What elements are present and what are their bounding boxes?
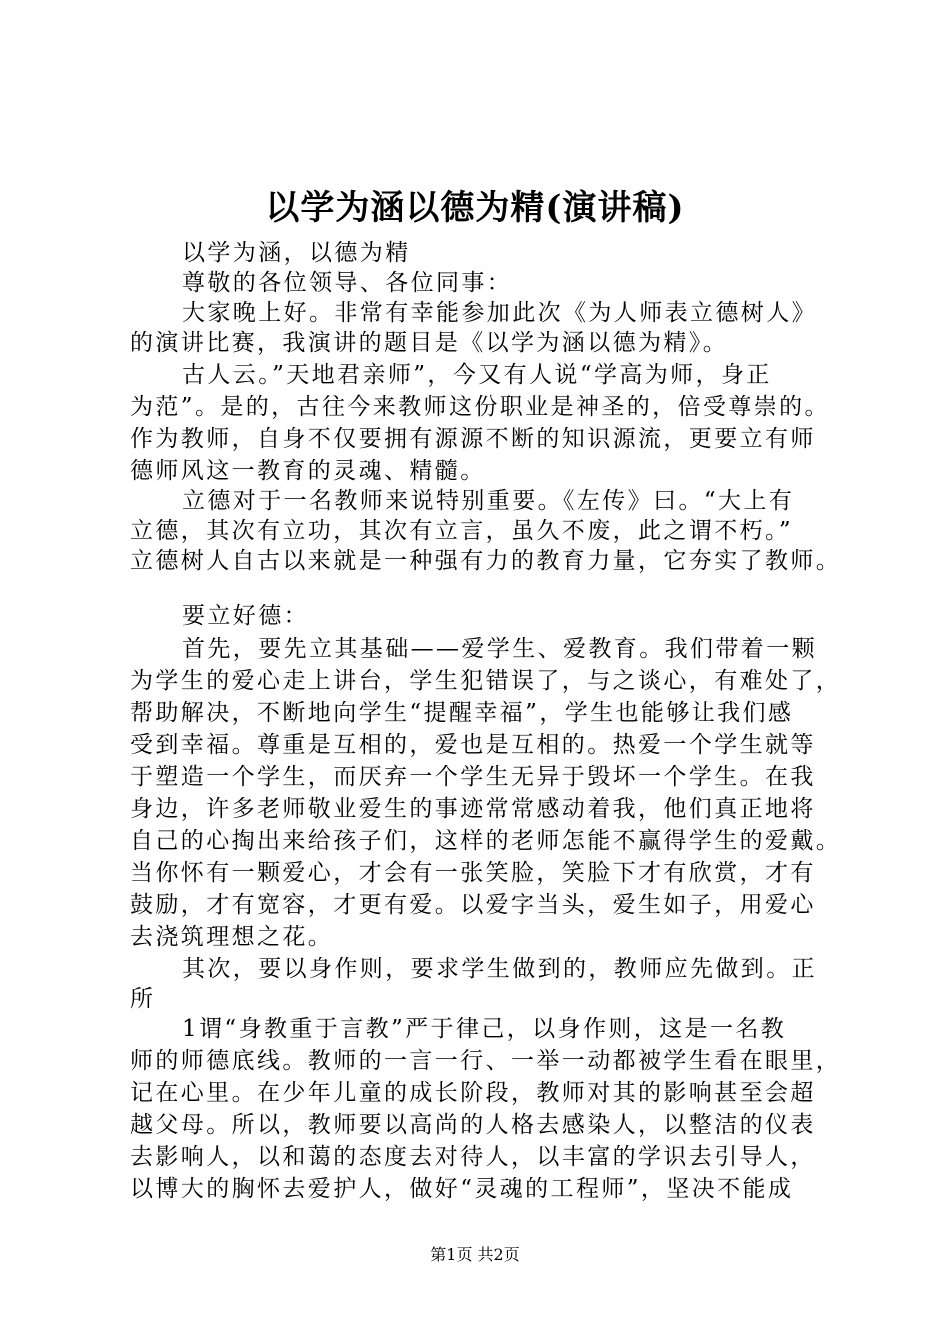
text-line: 帮助解决，不断地向学生“提醒幸福”，学生也能够让我们感	[130, 700, 794, 726]
text-line: 立德，其次有立功，其次有立言，虽久不废，此之谓不朽。”	[130, 518, 794, 544]
document-title: 以学为涵以德为精(演讲稿)	[265, 188, 685, 228]
text-line: 以博大的胸怀去爱护人，做好“灵魂的工程师”，坚决不能成	[130, 1176, 794, 1202]
text-line: 去影响人，以和蔼的态度去对待人，以丰富的学识去引导人，	[130, 1144, 816, 1170]
text-line: 作为教师，自身不仅要拥有源源不断的知识源流，更要立有师	[130, 426, 816, 452]
text-line: 鼓励，才有宽容，才更有爱。以爱字当头，爱生如子，用爱心	[130, 892, 816, 918]
text-line: 其次，要以身作则，要求学生做到的，教师应先做到。正	[182, 956, 817, 982]
text-line: 以学为涵，以德为精	[182, 240, 411, 266]
text-line: 立德对于一名教师来说特别重要。《左传》曰。“大上有	[182, 488, 795, 514]
text-line: 首先，要先立其基础——爱学生、爱教育。我们带着一颗	[182, 636, 817, 662]
text-line: 受到幸福。尊重是互相的，爱也是互相的。热爱一个学生就等	[130, 732, 816, 758]
text-line: 当你怀有一颗爱心，才会有一张笑脸，笑脸下才有欣赏，才有	[130, 860, 816, 886]
text-line: 身边，许多老师敬业爱生的事迹常常感动着我，他们真正地将	[130, 796, 816, 822]
text-line: 师的师德底线。教师的一言一行、一举一动都被学生看在眼里，	[130, 1048, 842, 1074]
text-line: 立德树人自古以来就是一种强有力的教育力量，它夯实了教师。	[130, 548, 842, 574]
text-line: 1谓“身教重于言教”严于律己，以身作则，这是一名教	[182, 1016, 787, 1042]
text-line: 大家晚上好。非常有幸能参加此次《为人师表立德树人》	[182, 300, 817, 326]
text-line: 德师风这一教育的灵魂、精髓。	[130, 458, 486, 484]
text-line: 尊敬的各位领导、各位同事：	[182, 270, 513, 296]
text-line: 为学生的爱心走上讲台，学生犯错误了，与之谈心，有难处了，	[130, 668, 842, 694]
text-line: 自己的心掏出来给孩子们，这样的老师怎能不赢得学生的爱戴。	[130, 828, 842, 854]
text-line: 的演讲比赛，我演讲的题目是《以学为涵以德为精》。	[130, 330, 729, 356]
text-line: 所	[130, 986, 156, 1012]
text-line: 越父母。所以，教师要以高尚的人格去感染人，以整洁的仪表	[130, 1112, 816, 1138]
text-line: 古人云。”天地君亲师”，今又有人说“学高为师，身正	[182, 362, 772, 388]
text-line: 于塑造一个学生，而厌弃一个学生无异于毁坏一个学生。在我	[130, 764, 816, 790]
text-line: 要立好德：	[182, 603, 309, 629]
text-line: 去浇筑理想之花。	[130, 924, 334, 950]
text-line: 为范”。是的，古往今来教师这份职业是神圣的，倍受尊崇的。	[130, 394, 830, 420]
page-footer: 第1页 共2页	[430, 1245, 520, 1264]
text-line: 记在心里。在少年儿童的成长阶段，教师对其的影响甚至会超	[130, 1080, 816, 1106]
